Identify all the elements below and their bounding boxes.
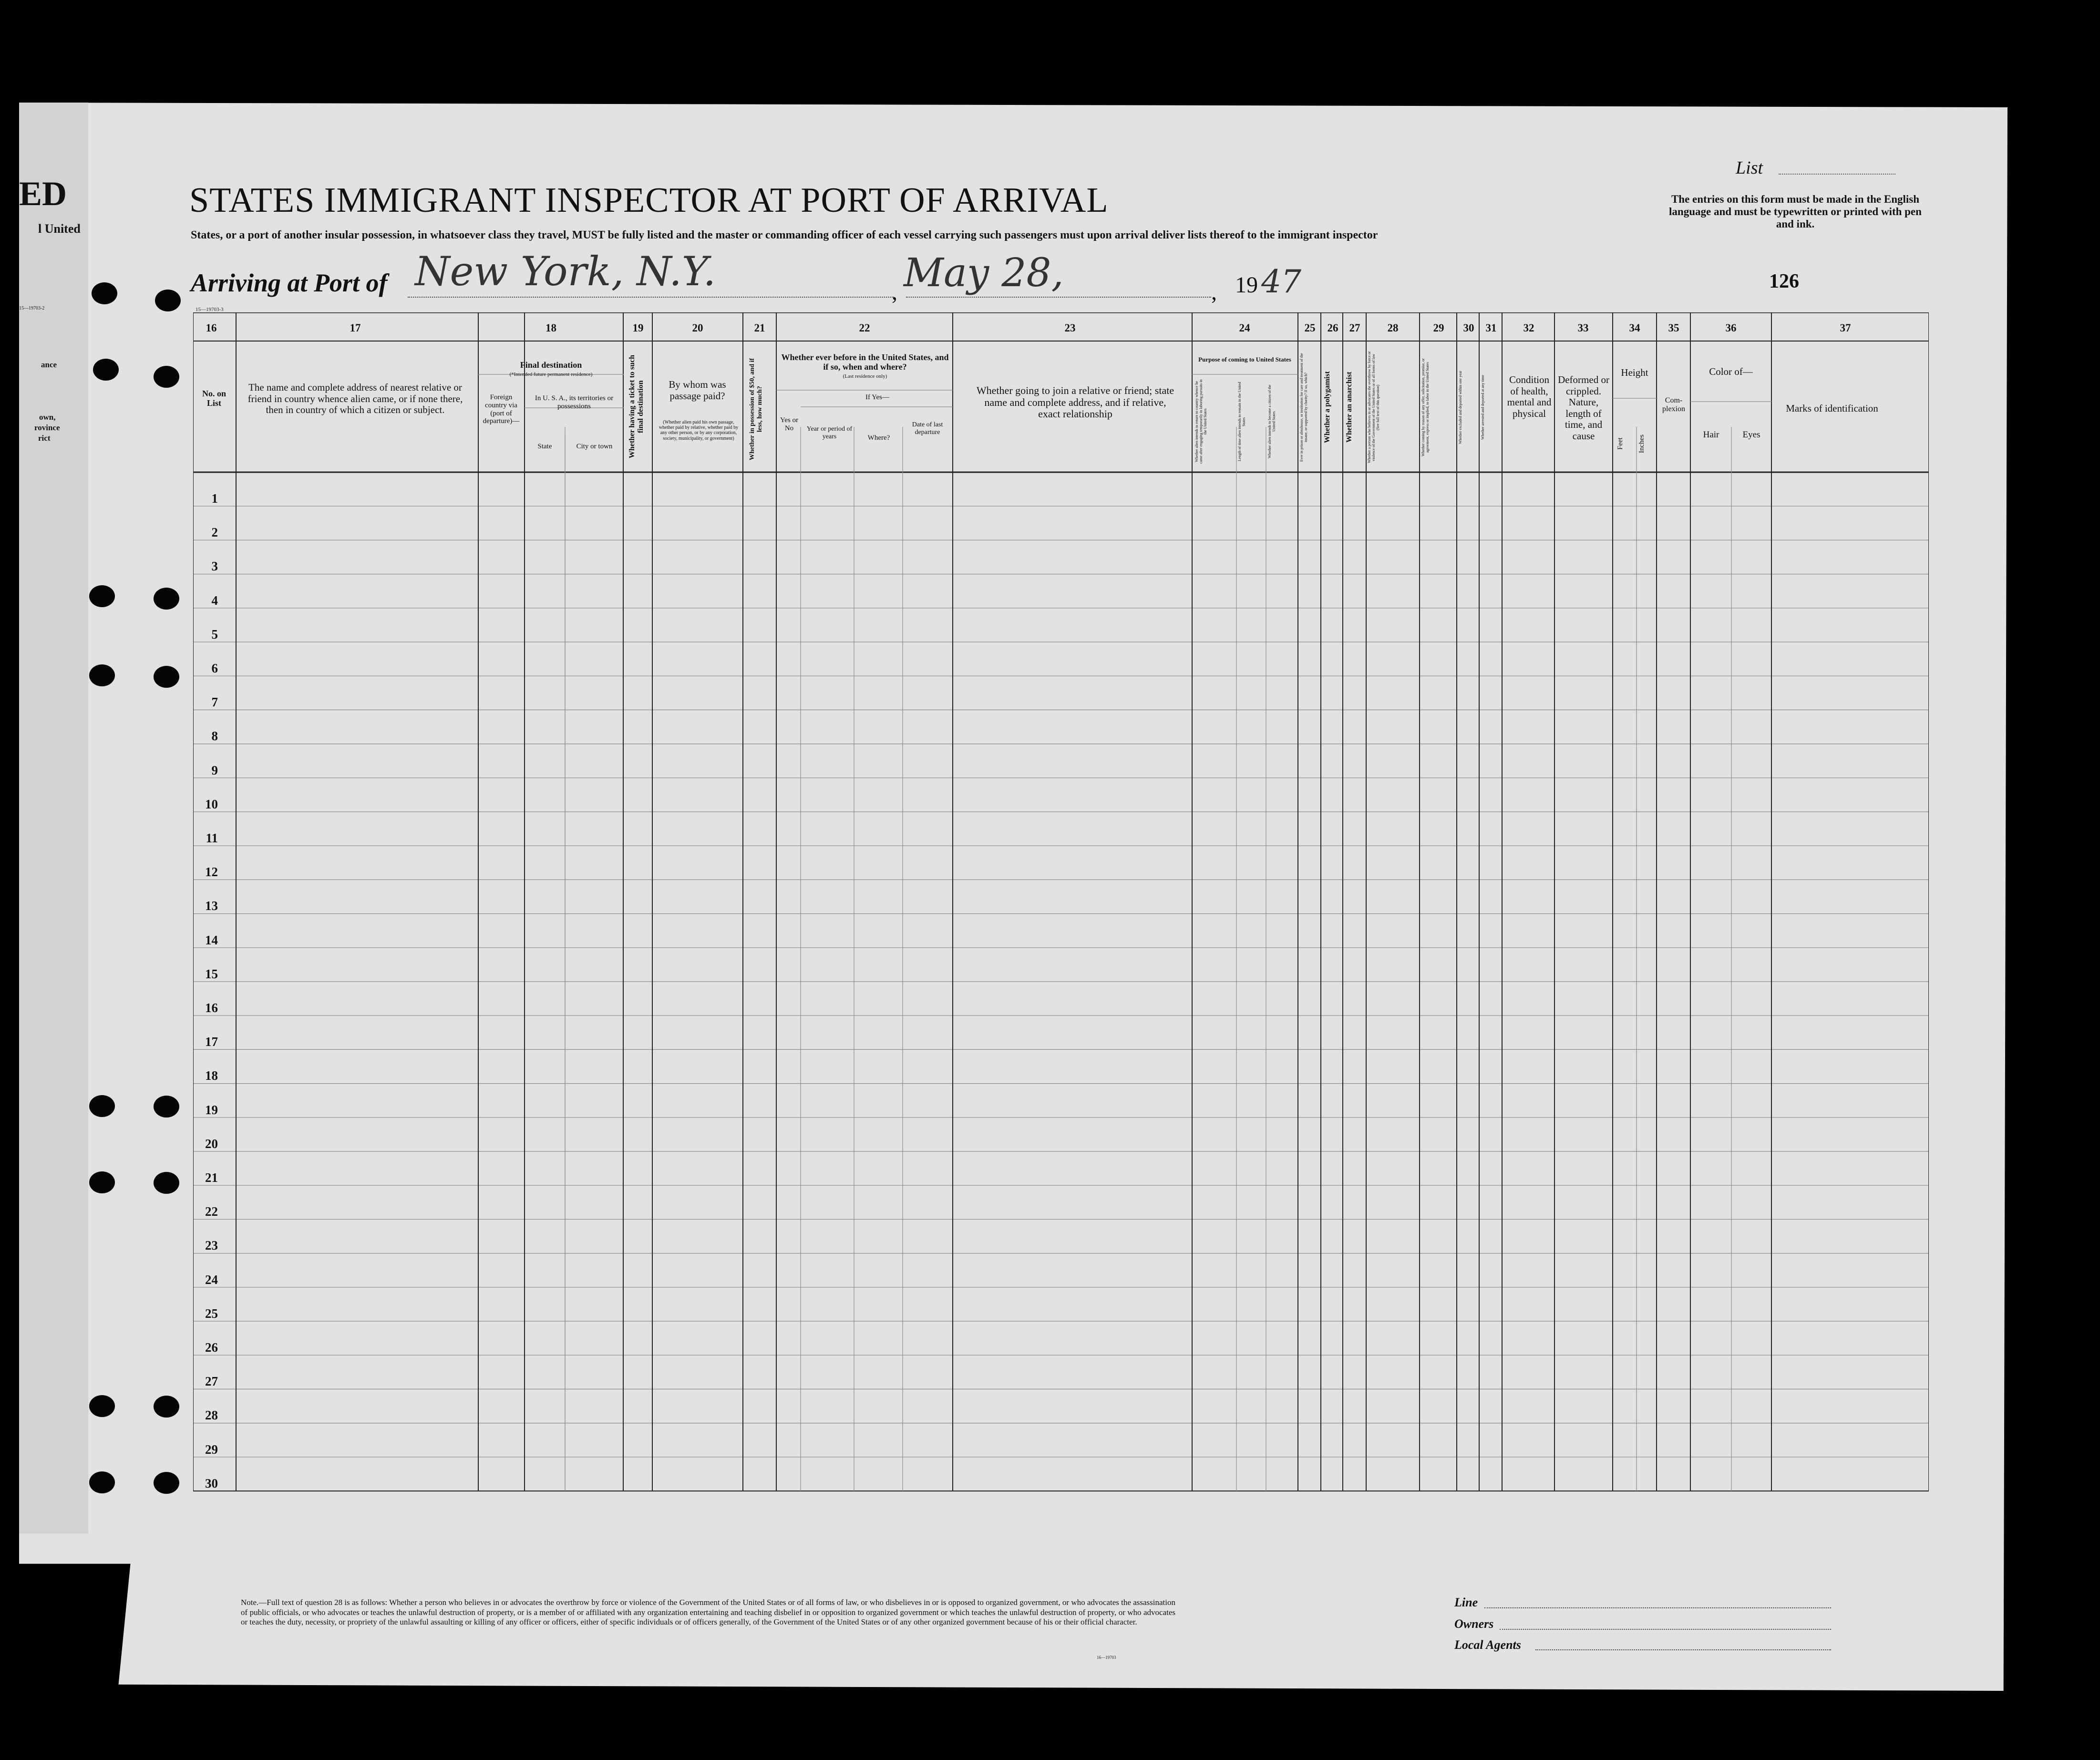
line-field[interactable]: [1484, 1607, 1831, 1608]
comma: ,: [1211, 280, 1217, 305]
col36-hair: Hair: [1703, 430, 1719, 440]
row-number: 13: [205, 899, 218, 913]
col22-label: Whether ever before in the United States, and if so, when and where?: [781, 352, 949, 372]
col32-label: Condition of health, mental and physical: [1507, 374, 1552, 419]
footer-form-code: 16—19703: [1097, 1655, 1116, 1660]
row-number: 9: [211, 763, 218, 777]
row-number: 5: [211, 627, 218, 642]
form-instructions: The entries on this form must be made in the English language and must be typewritten or printed with pen and ink.: [1669, 193, 1922, 230]
col21-label: Whether in possession of $50, and if less, how much?: [749, 358, 763, 460]
col22-period: Year or period of years: [806, 425, 853, 440]
col27-label: Whether an anarchist: [1345, 372, 1353, 443]
binder-hole: [89, 1471, 115, 1493]
col-number: 26: [1327, 322, 1338, 334]
col22-yesno: Yes or No: [780, 416, 799, 432]
row-number: 3: [211, 559, 218, 574]
col22-where: Where?: [867, 434, 890, 442]
manifest-table: [193, 312, 1929, 1551]
col36-eyes: Eyes: [1742, 430, 1760, 440]
col-number: 18: [546, 322, 556, 334]
row-number: 23: [205, 1238, 218, 1253]
col24-return: Whether alien intends to return to country whence he came after engaging temporarily in laboring pursuits in the United States: [1194, 379, 1207, 464]
row-number: 16: [205, 1001, 218, 1015]
row-number: 27: [205, 1374, 218, 1389]
col33-label: Deformed or crippled. Nature, length of time, and cause: [1558, 374, 1609, 442]
col20-label: By whom was passage paid?: [669, 379, 726, 402]
col19-label: Whether having a ticket to such final destination: [628, 354, 645, 459]
line-label: Line: [1454, 1595, 1478, 1609]
col31-label: Whether arrested and deported at any time: [1481, 375, 1485, 440]
col22-date: Date of last departure: [912, 421, 943, 436]
left-ref-code: 15—19703-2: [19, 306, 45, 311]
col18-state: State: [537, 443, 552, 450]
row-number: 30: [205, 1476, 218, 1491]
row-number: 7: [211, 695, 218, 710]
col-number: 35: [1668, 322, 1679, 334]
col18-label: Final destination: [520, 360, 582, 370]
col-number: 28: [1387, 322, 1399, 334]
local-agents-field[interactable]: [1535, 1649, 1831, 1650]
col18-city: City or town: [576, 443, 613, 450]
col25-label: Ever in prison or almshouse, or institution for care and treatment of the insane, or supported by charity? If so, which?: [1299, 353, 1308, 462]
row-number: 20: [205, 1136, 218, 1151]
col-number: 20: [692, 322, 703, 334]
row-number: 24: [205, 1272, 218, 1287]
col37-label: Marks of identification: [1786, 403, 1878, 414]
col35-label: Com-plexion: [1662, 396, 1685, 413]
row-number: 14: [205, 932, 218, 947]
col-number: 37: [1840, 322, 1851, 334]
local-agents-label: Local Agents: [1454, 1638, 1521, 1652]
form-code: 15—19703-3: [196, 307, 224, 312]
binder-hole: [89, 585, 115, 607]
left-line-fragment: l United: [38, 222, 81, 236]
left-col-fragment: own,: [39, 413, 56, 422]
comma: ,: [892, 280, 897, 305]
col-number: 34: [1629, 322, 1640, 334]
list-label: List: [1736, 158, 1763, 178]
owners-field[interactable]: [1500, 1629, 1831, 1630]
year-prefix: 19: [1235, 272, 1258, 298]
binder-hole: [154, 366, 179, 388]
row-number: 17: [205, 1035, 218, 1049]
col24-length: Length of time alien intends to remain in the United States: [1237, 382, 1246, 462]
col-number: 25: [1304, 322, 1316, 334]
col29-label: Whether coming by reason of any offer, solicitation, promise, or agreement, express or implied, to labor in the United States: [1421, 358, 1430, 456]
col-number: 36: [1725, 322, 1737, 334]
row-number: 26: [205, 1340, 218, 1355]
row-number: 12: [205, 865, 218, 880]
left-title-fragment: ED: [19, 175, 67, 213]
binder-hole: [92, 282, 117, 304]
handwritten-date: May 28,: [904, 250, 1064, 296]
binder-hole: [154, 1396, 179, 1418]
binder-hole: [89, 664, 115, 686]
col18-foreign: Foreign country via (port of departure)—: [483, 393, 520, 425]
col-number: 32: [1523, 322, 1534, 334]
binder-hole: [154, 1096, 179, 1118]
table-grid-lines: [193, 312, 1929, 1551]
col-number: 22: [859, 322, 870, 334]
handwritten-port: New York, N.Y.: [415, 248, 716, 295]
list-number-line: [1779, 174, 1895, 175]
col-number: 31: [1485, 322, 1497, 334]
handwritten-year: 47: [1261, 263, 1301, 300]
col-number: 19: [632, 322, 644, 334]
row-number: 6: [211, 661, 218, 675]
col34-inches: Inches: [1638, 434, 1646, 453]
row-number: 29: [205, 1442, 218, 1457]
binder-hole: [154, 1172, 179, 1194]
col26-label: Whether a polygamist: [1323, 371, 1331, 444]
col36-label: Color of—: [1709, 366, 1753, 377]
col-number: 33: [1577, 322, 1589, 334]
binder-hole: [93, 359, 119, 381]
row-number: 25: [205, 1306, 218, 1321]
binder-hole: [154, 666, 179, 688]
row-number: 8: [211, 729, 218, 744]
left-col-fragment: rict: [38, 434, 51, 443]
left-col-fragment: rovince: [34, 423, 60, 432]
row-number: 4: [211, 593, 218, 608]
col-number: 17: [350, 322, 361, 334]
col-number: 30: [1463, 322, 1474, 334]
col16-label: No. on List: [202, 389, 226, 408]
col23-label: Whether going to join a relative or friend; state name and complete address, and if relative, exact relationship: [976, 384, 1174, 420]
col22-ifyes: If Yes—: [865, 393, 889, 401]
row-number: 2: [211, 525, 218, 540]
col-number: 24: [1239, 322, 1250, 334]
col-number: 23: [1064, 322, 1076, 334]
col-number: 29: [1433, 322, 1444, 334]
col-number: 16: [206, 322, 217, 334]
footer-note: Note.—Full text of question 28 is as follows: Whether a person who believes in or advocates the overthrow by force or violence of the Government of the United States or of all forms of law, or who disbelieves in or is opposed to organized government, or who advocates the assassination of public officials, or who advocates or teaches the unlawful destruction of property, or is a member of or affiliated with any organization entertaining and teaching disbelief in or opposition to organized government or which teaches the unlawful destruction of property, or who advocates or teaches the duty, necessity, or propriety of the unlawful assaulting or killing of any officer or officers, either of specific individuals or of officers generally, of the Government of the United States or of any other organized government because of his or their official character.: [241, 1598, 1175, 1627]
form-title: STATES IMMIGRANT INSPECTOR AT PORT OF ARRIVAL: [189, 181, 1109, 220]
col17-label: The name and complete address of nearest relative or friend in country whence alien came, or if none there, then in country of which a citizen or subject.: [247, 382, 463, 416]
row-number: 10: [205, 797, 218, 811]
row-number: 15: [205, 966, 218, 981]
col34-label: Height: [1621, 367, 1648, 378]
col18-usa: In U. S. A., its territories or possessions: [535, 394, 614, 410]
col22-note: (Last residence only): [843, 373, 887, 379]
col28-label: Whether a person who believes in or advocates the overthrow by force or violence of the Government of the United States or of all forms of law (See full text of this question): [1367, 351, 1380, 464]
binder-hole: [89, 1171, 115, 1193]
col-number: 27: [1349, 322, 1360, 334]
row-number: 11: [206, 831, 218, 845]
row-number: 21: [205, 1170, 218, 1185]
binder-hole: [155, 290, 181, 311]
col34-feet: Feet: [1616, 437, 1624, 450]
col30-label: Whether excluded and deported within one year: [1458, 371, 1462, 444]
sheet-number: 126: [1769, 270, 1799, 292]
binder-hole: [89, 1395, 115, 1417]
col24-label: Purpose of coming to United States: [1198, 356, 1291, 363]
arriving-date-line: [906, 297, 1211, 298]
form-subtitle: States, or a port of another insular possession, in whatsoever class they travel, MUST be fully listed and the master or commanding officer of each vessel carrying such passengers must upon arrival deliver lists thereof to the immigrant inspector: [191, 229, 1378, 241]
col18-note: (*Intended future permanent residence): [509, 372, 593, 377]
binder-hole: [154, 588, 179, 610]
row-number: 28: [205, 1408, 218, 1423]
facing-page-fragment: [19, 103, 88, 1533]
col-number: 21: [754, 322, 765, 334]
col20-note: (Whether alien paid his own passage, whether paid by relative, whether paid by any other person, or by any corporation, society, municipality, or government): [659, 420, 739, 441]
owners-label: Owners: [1454, 1617, 1494, 1631]
binder-hole: [154, 1472, 179, 1494]
row-number: 1: [211, 491, 218, 506]
left-col-fragment: ance: [41, 360, 57, 369]
row-number: 18: [205, 1068, 218, 1083]
arriving-port-line: [408, 297, 894, 298]
row-number: 22: [205, 1204, 218, 1219]
col24-citizen: Whether alien intends to become a citizen of the United States: [1267, 384, 1276, 459]
row-number: 19: [205, 1102, 218, 1117]
binder-hole: [89, 1095, 115, 1117]
arriving-label: Arriving at Port of: [191, 269, 388, 297]
